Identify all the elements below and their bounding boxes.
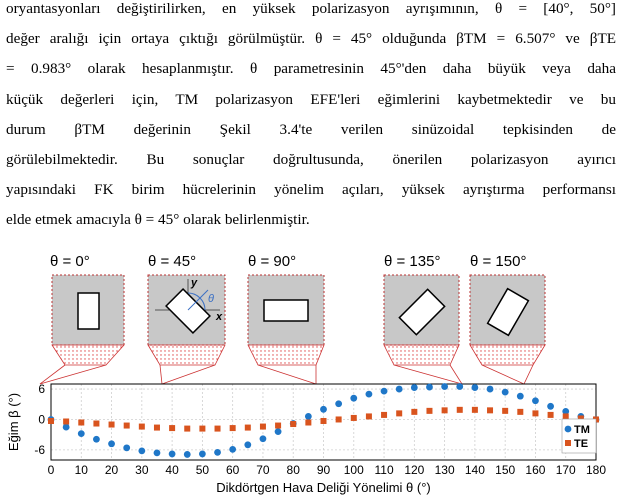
data-point-te bbox=[63, 418, 69, 424]
y-tick-label: -6 bbox=[34, 442, 45, 457]
paragraph-line: = 0.983° olarak hesaplanmıştır. θ parametresinin 45°'den daha büyük veya daha bbox=[6, 60, 616, 78]
x-tick-label: 90 bbox=[316, 463, 331, 477]
data-point-tm bbox=[532, 397, 539, 404]
paragraph-line: elde etmek amacıyla θ = 45° olarak belirlenmiştir. bbox=[6, 211, 310, 229]
data-point-te bbox=[396, 410, 402, 416]
data-point-tm bbox=[305, 413, 312, 420]
data-point-tm bbox=[229, 446, 236, 453]
inset-label: θ = 45° bbox=[148, 253, 197, 270]
paragraph-line: durum βTM değerinin Şekil 3.4'te verilen sinüzoidal tepkisinden de bbox=[6, 120, 616, 138]
data-point-te bbox=[366, 413, 372, 419]
x-tick-label: 140 bbox=[464, 463, 485, 477]
inset-theta-symbol: θ bbox=[208, 293, 214, 305]
data-point-te bbox=[351, 415, 357, 421]
data-point-te bbox=[472, 407, 478, 413]
data-point-te bbox=[442, 407, 448, 413]
data-point-te bbox=[169, 425, 175, 431]
data-point-tm bbox=[517, 393, 524, 400]
paragraph-line: küçük değerleri için, TM polarizasyon EFE'leri eğimlerini kaybetmektedir ve bu bbox=[6, 90, 616, 108]
data-point-tm bbox=[63, 424, 70, 431]
inset-label: θ = 90° bbox=[248, 253, 297, 270]
data-point-tm bbox=[214, 449, 221, 456]
x-tick-label: 130 bbox=[434, 463, 455, 477]
x-tick-label: 150 bbox=[495, 463, 516, 477]
data-point-tm bbox=[169, 451, 176, 458]
data-point-tm bbox=[275, 428, 282, 435]
data-point-tm bbox=[320, 406, 327, 413]
data-point-te bbox=[532, 410, 538, 416]
x-tick-label: 100 bbox=[343, 463, 364, 477]
data-point-te bbox=[457, 407, 463, 413]
inset-axis-x: x bbox=[216, 311, 223, 323]
paragraph-line: yapısındaki FK birim hücrelerinin yönelim açıları, yüksek ayrıştırma performansı bbox=[6, 181, 616, 199]
x-tick-label: 0 bbox=[47, 463, 55, 477]
x-tick-label: 10 bbox=[74, 463, 88, 477]
data-point-tm bbox=[93, 436, 100, 443]
data-point-te bbox=[245, 425, 251, 431]
data-point-tm bbox=[154, 450, 161, 457]
paragraph bbox=[6, 0, 616, 236]
x-tick-label: 20 bbox=[104, 463, 119, 477]
scatter-chart bbox=[6, 382, 606, 495]
x-tick-label: 120 bbox=[404, 463, 425, 477]
legend-marker-tm bbox=[565, 426, 572, 433]
data-point-te bbox=[487, 407, 493, 413]
x-tick-label: 50 bbox=[195, 463, 210, 477]
data-point-te bbox=[109, 422, 115, 428]
data-point-tm bbox=[381, 388, 388, 395]
data-point-tm bbox=[108, 440, 115, 447]
legend-marker-te bbox=[565, 440, 571, 446]
data-point-te bbox=[502, 408, 508, 414]
data-point-tm bbox=[366, 391, 373, 398]
figure-svg bbox=[0, 238, 623, 498]
paragraph-line: oryantasyonları değiştirilirken, en yüksek polarizasyon ayrışımının, θ = [40°, 50°] bbox=[6, 0, 616, 17]
data-point-tm bbox=[138, 447, 145, 454]
data-point-te bbox=[215, 426, 221, 432]
legend-label-tm: TM bbox=[574, 424, 590, 436]
inset-theta-45 bbox=[148, 275, 225, 345]
data-point-te bbox=[426, 408, 432, 414]
x-tick-label: 170 bbox=[555, 463, 576, 477]
data-point-te bbox=[154, 425, 160, 431]
data-point-te bbox=[199, 426, 205, 432]
legend-label-te: TE bbox=[574, 438, 589, 450]
inset-theta-0 bbox=[52, 275, 124, 345]
data-point-tm bbox=[441, 383, 448, 390]
data-point-tm bbox=[350, 395, 357, 402]
data-point-tm bbox=[411, 384, 418, 391]
data-point-te bbox=[517, 409, 523, 415]
y-tick-label: 6 bbox=[38, 382, 45, 397]
paragraph-line: görülebilmektedir. Bu sonuçlar doğrultusunda, önerilen polarizasyon ayırıcı bbox=[6, 150, 616, 168]
y-tick-label: 0 bbox=[38, 412, 45, 427]
data-point-te bbox=[381, 412, 387, 418]
data-point-tm bbox=[123, 444, 130, 451]
inset-label: θ = 135° bbox=[384, 253, 441, 270]
data-point-te bbox=[336, 416, 342, 422]
data-point-tm bbox=[502, 389, 509, 396]
data-point-te bbox=[48, 418, 54, 424]
inset-theta-150 bbox=[470, 275, 545, 345]
data-point-te bbox=[260, 424, 266, 430]
x-axis-label: Dikdörtgen Hava Deliği Yönelimi θ (°) bbox=[216, 480, 431, 495]
data-point-tm bbox=[184, 451, 191, 458]
data-point-te bbox=[139, 424, 145, 430]
data-point-tm bbox=[396, 386, 403, 393]
data-point-tm bbox=[260, 435, 267, 442]
data-point-te bbox=[78, 420, 84, 426]
data-point-tm bbox=[78, 430, 85, 437]
data-point-tm bbox=[426, 384, 433, 391]
data-point-tm bbox=[335, 400, 342, 407]
data-point-tm bbox=[244, 441, 251, 448]
figure bbox=[0, 238, 623, 498]
data-point-tm bbox=[199, 451, 206, 458]
inset-theta-90 bbox=[248, 275, 324, 345]
data-point-te bbox=[321, 418, 327, 424]
data-point-tm bbox=[471, 384, 478, 391]
data-point-te bbox=[411, 409, 417, 415]
x-tick-label: 40 bbox=[165, 463, 179, 477]
inset-label: θ = 150° bbox=[470, 253, 527, 270]
x-tick-label: 160 bbox=[525, 463, 546, 477]
x-tick-label: 70 bbox=[256, 463, 270, 477]
paragraph-line: değer aralığı için ortaya çıktığı görülmüştür. θ = 45° olduğunda βTM = 6.507° ve βTE bbox=[6, 30, 616, 48]
data-point-te bbox=[563, 413, 569, 419]
data-point-te bbox=[230, 425, 236, 431]
x-tick-label: 80 bbox=[286, 463, 300, 477]
data-point-te bbox=[93, 421, 99, 427]
data-point-tm bbox=[547, 403, 554, 410]
x-tick-label: 180 bbox=[585, 463, 607, 477]
data-point-te bbox=[124, 423, 130, 429]
data-point-te bbox=[184, 426, 190, 432]
data-point-tm bbox=[487, 386, 494, 393]
x-tick-label: 60 bbox=[225, 463, 240, 477]
x-tick-label: 30 bbox=[135, 463, 149, 477]
data-point-te bbox=[305, 420, 311, 426]
data-point-te bbox=[275, 423, 281, 429]
inset-connectors bbox=[40, 345, 545, 384]
data-point-te bbox=[290, 421, 296, 427]
inset-theta-135 bbox=[384, 275, 459, 345]
y-axis-label: Eğim β (°) bbox=[6, 392, 21, 452]
inset-axis-y: y bbox=[191, 277, 198, 289]
inset-label: θ = 0° bbox=[50, 253, 90, 270]
data-point-tm bbox=[456, 383, 463, 390]
x-tick-label: 110 bbox=[374, 463, 394, 477]
data-point-te bbox=[548, 412, 554, 418]
